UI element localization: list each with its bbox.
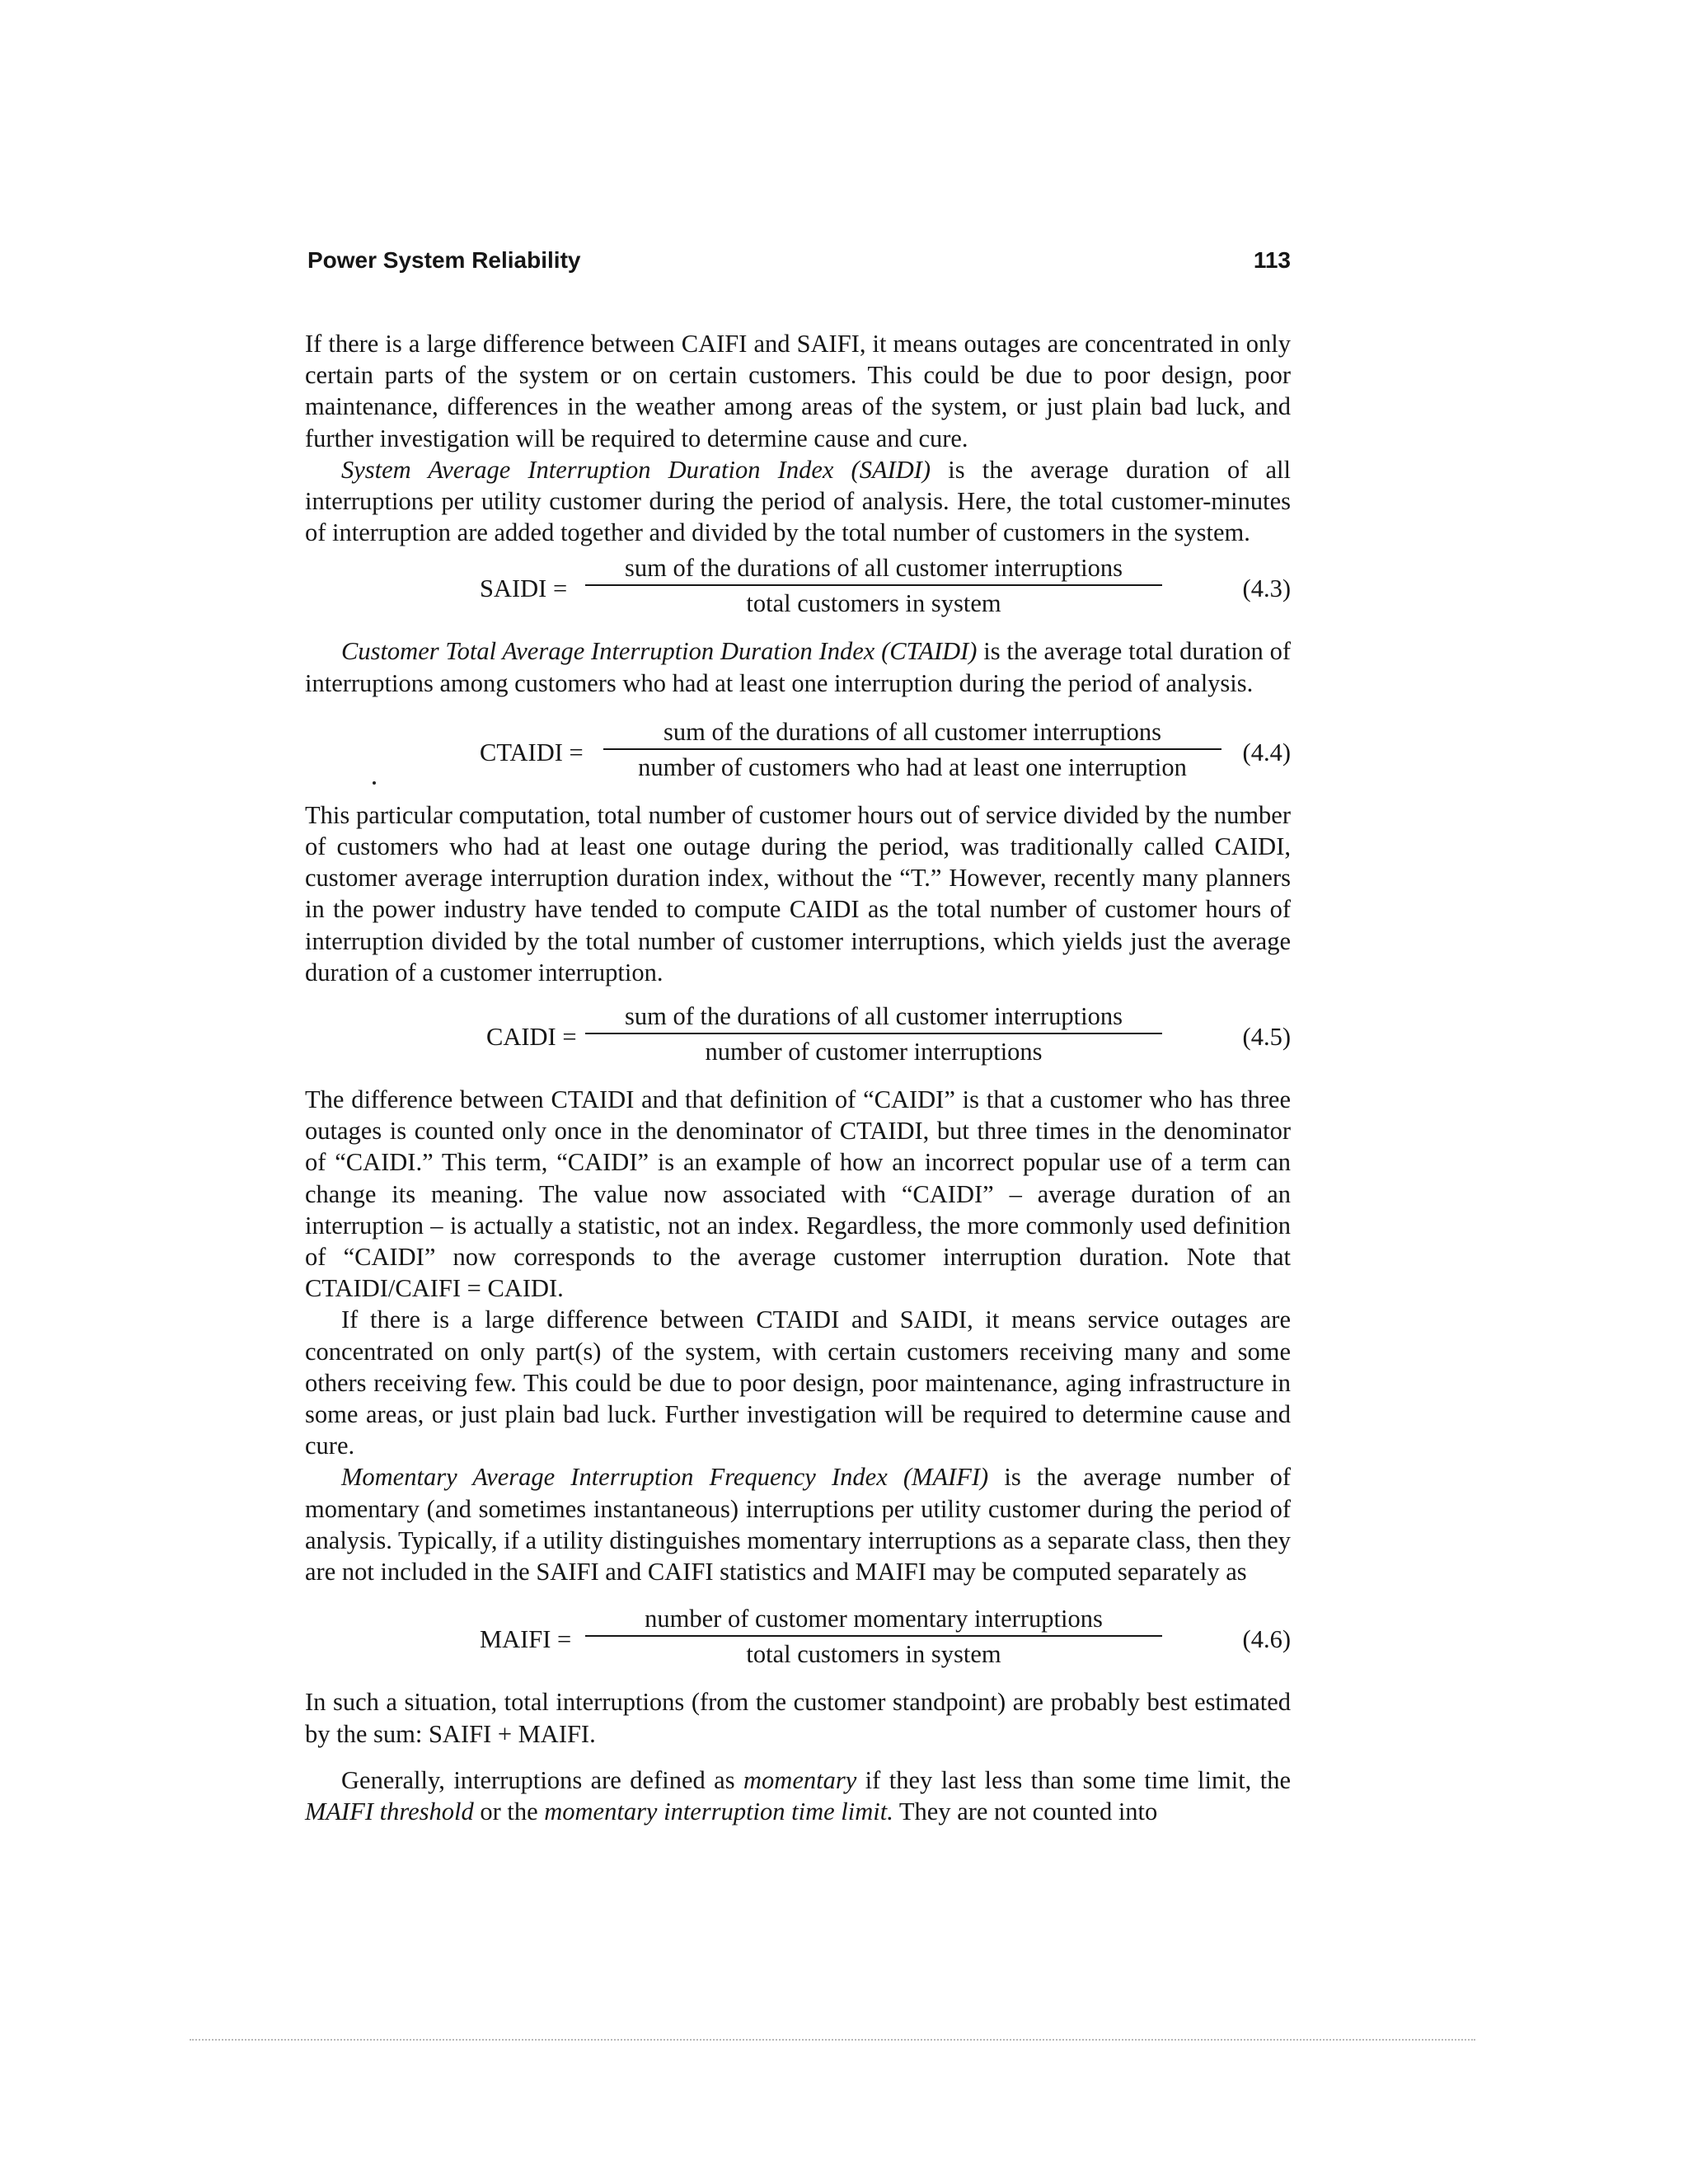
equation-number: (4.3): [1242, 574, 1291, 603]
equation-lhs: CTAIDI =: [480, 738, 584, 766]
equation-fraction: [585, 553, 1162, 619]
equation-numerator: sum of the durations of all customer interruptions: [585, 553, 1162, 586]
text-run: They are not counted into: [893, 1797, 1158, 1825]
italic-term-momentary: momentary: [743, 1765, 857, 1794]
scan-artifact-line: [190, 2039, 1475, 2044]
equation-4-6: [305, 1604, 1291, 1678]
saidi-term: System Average Interruption Duration Index (SAIDI): [341, 455, 931, 484]
ctaidi-term: Customer Total Average Interruption Duration Index (CTAIDI): [341, 637, 978, 666]
equation-numerator: number of customer momentary interruptions: [585, 1604, 1162, 1637]
italic-term-time-limit: momentary interruption time limit.: [544, 1797, 893, 1825]
scan-speck: [373, 781, 376, 785]
text-run: Generally, interruptions are defined as: [341, 1765, 744, 1794]
paragraph-saidi-definition: [305, 454, 1291, 549]
italic-term-maifi-threshold: MAIFI threshold: [305, 1797, 474, 1825]
paragraph-caidi-history: This particular computation, total number of customer hours out of service divided by the number of customers who had at least one outage during the period, was traditionally called CAIDI, customer average interruption duration index, without the “T.” However, recently many planners in the power industry have tended to compute CAIDI as the total number of customer hours of interruption divided by the total number of customer interruptions, which yields just the average duration of a customer interruption.: [305, 800, 1291, 987]
ctaidi-description: is the average total duration of interruptions among customers who had at least one interruption during the period of analysis.: [305, 637, 1291, 697]
equation-fraction: [603, 717, 1221, 783]
text-run: or the: [473, 1797, 545, 1825]
paragraph-momentary-definition: [305, 1765, 1291, 1827]
running-header: [305, 247, 1291, 284]
paragraph-ctaidi-vs-caidi: The difference between CTAIDI and that definition of “CAIDI” is that a customer who has three outages is counted only once in the denominator of CTAIDI, but three times in the denominator of “CAIDI.” This term, “CAIDI” is an example of how an incorrect popular use of a term can change its meaning. The value now associated with “CAIDI” – average duration of an interruption – is actually a statistic, not an index. Regardless, the more commonly used definition of “CAIDI” now corresponds to the average customer interruption duration. Note that CTAIDI/CAIFI = CAIDI.: [305, 1085, 1291, 1303]
equation-lhs: MAIFI =: [480, 1625, 572, 1654]
paragraph-ctaidi-definition: [305, 635, 1291, 698]
paragraph-ctaidi-saidi: If there is a large difference between CTAIDI and SAIDI, it means service outages are concentrated on only part(s) of the system, with certain customers receiving many and some others receiving few. This could be due to poor design, poor maintenance, aging infrastructure in some areas, or just plain bad luck. Further investigation will be required to determine cause and cure.: [305, 1305, 1291, 1460]
equation-lhs: SAIDI =: [480, 574, 568, 603]
chapter-title: Power System Reliability: [307, 247, 581, 273]
paragraph-total-interruptions: In such a situation, total interruptions (from the customer standpoint) are probably best estimated by the sum: SAIFI + MAIFI.: [305, 1688, 1291, 1748]
equation-numerator: sum of the durations of all customer interruptions: [585, 1001, 1162, 1034]
equation-denominator: number of customer interruptions: [705, 1038, 1043, 1066]
saidi-description: is the average duration of all interruptions per utility customer during the period of analysis. Here, the total customer-minutes of interruption are added together and divided by the total number of customers in the system.: [305, 455, 1291, 547]
maifi-term: Momentary Average Interruption Frequency Index (MAIFI): [341, 1463, 989, 1492]
body-text: [305, 328, 1291, 1827]
equation-4-3: [305, 553, 1291, 627]
equation-lhs: CAIDI =: [486, 1023, 577, 1052]
maifi-description: is the average number of momentary (and sometimes instantaneous) interruptions per utility customer during the period of analysis. Typically, if a utility distinguishes momentary interruptions as a separate class, then they are not included in the SAIFI and CAIFI statistics and MAIFI may be computed separately as: [305, 1463, 1291, 1586]
equation-fraction: [585, 1001, 1162, 1067]
paragraph-maifi-definition: [305, 1461, 1291, 1587]
paragraph-caifi-saifi: If there is a large difference between CAIFI and SAIFI, it means outages are concentrated in only certain parts of the system or on certain customers. This could be due to poor design, poor maintenance, differences in the weather among areas of the system, or just plain bad luck, and further investigation will be required to determine cause and cure.: [305, 330, 1291, 452]
equation-number: (4.6): [1242, 1625, 1291, 1654]
equation-4-4: [305, 717, 1291, 791]
equation-denominator: total customers in system: [746, 1640, 1001, 1669]
equation-numerator: sum of the durations of all customer interruptions: [603, 717, 1221, 750]
equation-denominator: total customers in system: [746, 589, 1001, 618]
equation-number: (4.5): [1242, 1023, 1291, 1052]
equation-4-5: [305, 1001, 1291, 1076]
equation-fraction: [585, 1604, 1162, 1670]
text-run: if they last less than some time limit, the: [856, 1765, 1291, 1794]
equation-denominator: number of customers who had at least one interruption: [638, 752, 1187, 781]
page-number: 113: [1253, 247, 1291, 273]
equation-number: (4.4): [1242, 738, 1291, 766]
